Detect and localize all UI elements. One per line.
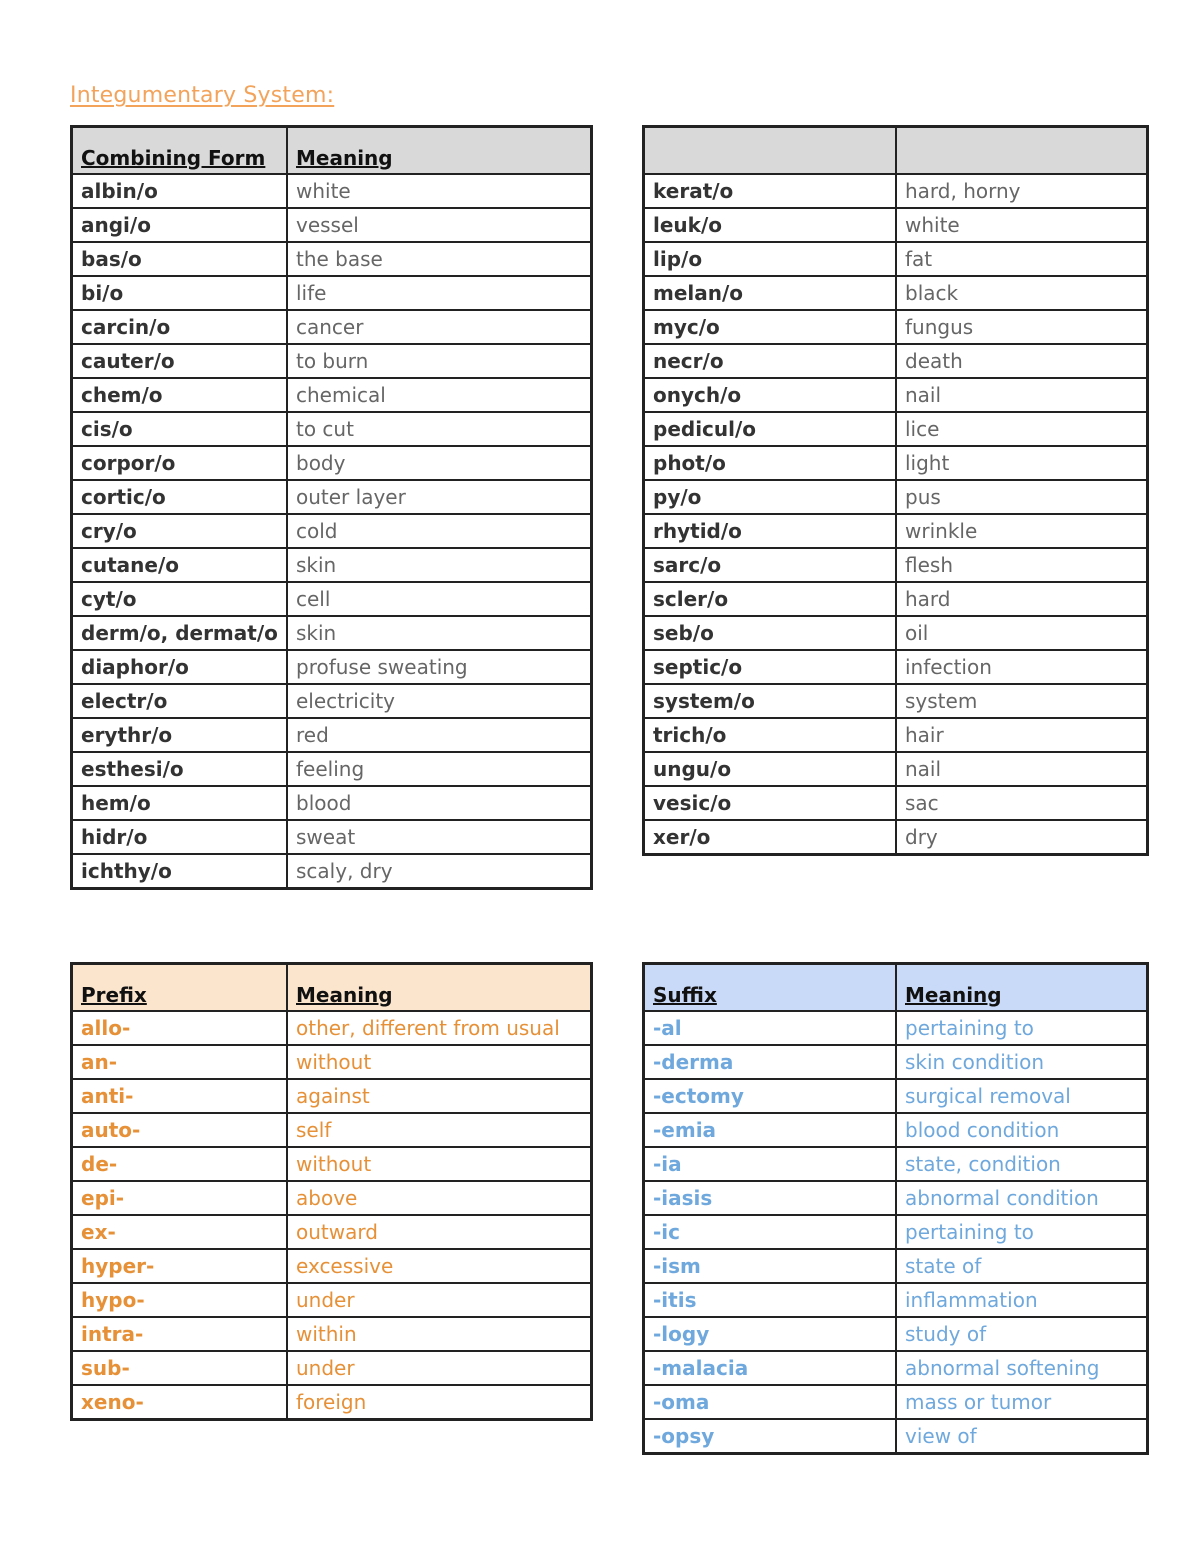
table-row: [72, 1011, 592, 1045]
table-row: [72, 854, 592, 889]
table-row: [644, 412, 1148, 446]
meaning-cell: cancer: [287, 310, 592, 344]
column-header-meaning: [896, 127, 1148, 175]
meaning-cell: abnormal condition: [896, 1181, 1148, 1215]
column-header-term: Prefix: [72, 964, 288, 1012]
meaning-cell: blood: [287, 786, 592, 820]
term-cell: seb/o: [644, 616, 897, 650]
table-row: [72, 174, 592, 208]
table-row: [644, 1079, 1148, 1113]
term-cell: electr/o: [72, 684, 288, 718]
table-row: [72, 718, 592, 752]
term-cell: onych/o: [644, 378, 897, 412]
meaning-cell: body: [287, 446, 592, 480]
term-cell: bi/o: [72, 276, 288, 310]
table-row: [644, 1181, 1148, 1215]
table-row: [644, 718, 1148, 752]
term-cell: vesic/o: [644, 786, 897, 820]
meaning-cell: wrinkle: [896, 514, 1148, 548]
meaning-cell: pus: [896, 480, 1148, 514]
prefix-table: [70, 962, 593, 1421]
term-cell: scler/o: [644, 582, 897, 616]
meaning-cell: to burn: [287, 344, 592, 378]
meaning-cell: lice: [896, 412, 1148, 446]
term-cell: -ia: [644, 1147, 897, 1181]
table-row: [644, 582, 1148, 616]
combining-forms-table-right: [642, 125, 1149, 856]
meaning-cell: dry: [896, 820, 1148, 855]
table-row: [644, 1011, 1148, 1045]
term-cell: -malacia: [644, 1351, 897, 1385]
column-header-meaning: Meaning: [287, 964, 592, 1012]
combining-forms-table-left: [70, 125, 593, 890]
table-row: [72, 616, 592, 650]
table-header-row: [644, 964, 1148, 1012]
term-cell: -iasis: [644, 1181, 897, 1215]
term-cell: xer/o: [644, 820, 897, 855]
table-row: [72, 548, 592, 582]
meaning-cell: state of: [896, 1249, 1148, 1283]
table-row: [644, 514, 1148, 548]
term-cell: auto-: [72, 1113, 288, 1147]
meaning-cell: red: [287, 718, 592, 752]
table-row: [644, 548, 1148, 582]
table-row: [644, 1045, 1148, 1079]
meaning-cell: without: [287, 1045, 592, 1079]
table-row: [644, 344, 1148, 378]
meaning-cell: infection: [896, 650, 1148, 684]
term-cell: rhytid/o: [644, 514, 897, 548]
table-row: [72, 1113, 592, 1147]
term-cell: ungu/o: [644, 752, 897, 786]
term-cell: xeno-: [72, 1385, 288, 1420]
term-cell: ichthy/o: [72, 854, 288, 889]
meaning-cell: pertaining to: [896, 1215, 1148, 1249]
table-row: [72, 1249, 592, 1283]
term-cell: py/o: [644, 480, 897, 514]
table-row: [644, 1419, 1148, 1454]
term-cell: melan/o: [644, 276, 897, 310]
term-cell: -ectomy: [644, 1079, 897, 1113]
term-cell: erythr/o: [72, 718, 288, 752]
term-cell: -itis: [644, 1283, 897, 1317]
meaning-cell: black: [896, 276, 1148, 310]
meaning-cell: other, different from usual: [287, 1011, 592, 1045]
table-row: [644, 616, 1148, 650]
table-row: [72, 1317, 592, 1351]
term-cell: -emia: [644, 1113, 897, 1147]
meaning-cell: system: [896, 684, 1148, 718]
table-row: [644, 446, 1148, 480]
term-cell: bas/o: [72, 242, 288, 276]
table-row: [644, 1147, 1148, 1181]
term-cell: chem/o: [72, 378, 288, 412]
term-cell: sarc/o: [644, 548, 897, 582]
table-row: [72, 514, 592, 548]
term-cell: cauter/o: [72, 344, 288, 378]
term-cell: diaphor/o: [72, 650, 288, 684]
page-title: Integumentary System:: [70, 83, 335, 108]
table-row: [72, 446, 592, 480]
meaning-cell: inflammation: [896, 1283, 1148, 1317]
column-header-meaning: Meaning: [896, 964, 1148, 1012]
table-row: [644, 378, 1148, 412]
meaning-cell: scaly, dry: [287, 854, 592, 889]
meaning-cell: within: [287, 1317, 592, 1351]
meaning-cell: hair: [896, 718, 1148, 752]
term-cell: derm/o, dermat/o: [72, 616, 288, 650]
table-row: [644, 174, 1148, 208]
table-row: [644, 242, 1148, 276]
term-cell: -ic: [644, 1215, 897, 1249]
table-row: [644, 1351, 1148, 1385]
table-row: [72, 310, 592, 344]
suffix-table: [642, 962, 1149, 1455]
term-cell: septic/o: [644, 650, 897, 684]
column-header-term: [644, 127, 897, 175]
term-cell: trich/o: [644, 718, 897, 752]
meaning-cell: against: [287, 1079, 592, 1113]
term-cell: corpor/o: [72, 446, 288, 480]
table-row: [644, 1249, 1148, 1283]
column-header-meaning: Meaning: [287, 127, 592, 175]
term-cell: hyper-: [72, 1249, 288, 1283]
table-row: [72, 344, 592, 378]
table-row: [644, 208, 1148, 242]
table-row: [72, 1215, 592, 1249]
meaning-cell: cold: [287, 514, 592, 548]
meaning-cell: sweat: [287, 820, 592, 854]
table-row: [72, 786, 592, 820]
term-cell: sub-: [72, 1351, 288, 1385]
table-row: [644, 480, 1148, 514]
term-cell: lip/o: [644, 242, 897, 276]
term-cell: -ism: [644, 1249, 897, 1283]
meaning-cell: outward: [287, 1215, 592, 1249]
term-cell: hem/o: [72, 786, 288, 820]
column-header-term: Combining Form: [72, 127, 288, 175]
term-cell: system/o: [644, 684, 897, 718]
table-row: [644, 1283, 1148, 1317]
term-cell: -opsy: [644, 1419, 897, 1454]
meaning-cell: foreign: [287, 1385, 592, 1420]
meaning-cell: nail: [896, 378, 1148, 412]
term-cell: intra-: [72, 1317, 288, 1351]
meaning-cell: the base: [287, 242, 592, 276]
table-row: [72, 820, 592, 854]
table-row: [72, 480, 592, 514]
meaning-cell: abnormal softening: [896, 1351, 1148, 1385]
term-cell: cortic/o: [72, 480, 288, 514]
term-cell: cis/o: [72, 412, 288, 446]
table-row: [644, 1317, 1148, 1351]
term-cell: anti-: [72, 1079, 288, 1113]
meaning-cell: without: [287, 1147, 592, 1181]
term-cell: -logy: [644, 1317, 897, 1351]
term-cell: leuk/o: [644, 208, 897, 242]
meaning-cell: feeling: [287, 752, 592, 786]
term-cell: cyt/o: [72, 582, 288, 616]
meaning-cell: above: [287, 1181, 592, 1215]
table-row: [644, 684, 1148, 718]
table-row: [72, 650, 592, 684]
term-cell: hypo-: [72, 1283, 288, 1317]
table-row: [72, 412, 592, 446]
table-header-row: [72, 964, 592, 1012]
term-cell: albin/o: [72, 174, 288, 208]
table-row: [72, 1283, 592, 1317]
table-row: [644, 1215, 1148, 1249]
meaning-cell: nail: [896, 752, 1148, 786]
meaning-cell: skin: [287, 548, 592, 582]
term-cell: carcin/o: [72, 310, 288, 344]
meaning-cell: outer layer: [287, 480, 592, 514]
term-cell: pedicul/o: [644, 412, 897, 446]
meaning-cell: white: [896, 208, 1148, 242]
term-cell: de-: [72, 1147, 288, 1181]
table-row: [644, 276, 1148, 310]
meaning-cell: study of: [896, 1317, 1148, 1351]
meaning-cell: excessive: [287, 1249, 592, 1283]
meaning-cell: oil: [896, 616, 1148, 650]
meaning-cell: white: [287, 174, 592, 208]
table-row: [72, 684, 592, 718]
meaning-cell: flesh: [896, 548, 1148, 582]
meaning-cell: cell: [287, 582, 592, 616]
meaning-cell: hard, horny: [896, 174, 1148, 208]
term-cell: -al: [644, 1011, 897, 1045]
meaning-cell: under: [287, 1283, 592, 1317]
term-cell: angi/o: [72, 208, 288, 242]
table-row: [644, 752, 1148, 786]
meaning-cell: view of: [896, 1419, 1148, 1454]
term-cell: esthesi/o: [72, 752, 288, 786]
term-cell: phot/o: [644, 446, 897, 480]
meaning-cell: surgical removal: [896, 1079, 1148, 1113]
meaning-cell: electricity: [287, 684, 592, 718]
table-row: [644, 1385, 1148, 1419]
meaning-cell: vessel: [287, 208, 592, 242]
term-cell: hidr/o: [72, 820, 288, 854]
meaning-cell: to cut: [287, 412, 592, 446]
meaning-cell: state, condition: [896, 1147, 1148, 1181]
term-cell: an-: [72, 1045, 288, 1079]
table-row: [72, 1045, 592, 1079]
table-row: [644, 310, 1148, 344]
meaning-cell: life: [287, 276, 592, 310]
table-header-row: [644, 127, 1148, 175]
term-cell: -derma: [644, 1045, 897, 1079]
meaning-cell: chemical: [287, 378, 592, 412]
table-row: [72, 276, 592, 310]
table-row: [644, 650, 1148, 684]
table-header-row: [72, 127, 592, 175]
table-row: [72, 1079, 592, 1113]
meaning-cell: hard: [896, 582, 1148, 616]
table-row: [72, 378, 592, 412]
table-row: [644, 820, 1148, 855]
table-row: [72, 582, 592, 616]
table-row: [72, 242, 592, 276]
meaning-cell: light: [896, 446, 1148, 480]
term-cell: myc/o: [644, 310, 897, 344]
meaning-cell: blood condition: [896, 1113, 1148, 1147]
table-row: [72, 208, 592, 242]
term-cell: -oma: [644, 1385, 897, 1419]
meaning-cell: pertaining to: [896, 1011, 1148, 1045]
meaning-cell: under: [287, 1351, 592, 1385]
meaning-cell: skin: [287, 616, 592, 650]
table-row: [644, 786, 1148, 820]
term-cell: ex-: [72, 1215, 288, 1249]
meaning-cell: mass or tumor: [896, 1385, 1148, 1419]
table-row: [644, 1113, 1148, 1147]
meaning-cell: self: [287, 1113, 592, 1147]
column-header-term: Suffix: [644, 964, 897, 1012]
meaning-cell: death: [896, 344, 1148, 378]
table-row: [72, 1385, 592, 1420]
term-cell: allo-: [72, 1011, 288, 1045]
term-cell: kerat/o: [644, 174, 897, 208]
table-row: [72, 1351, 592, 1385]
meaning-cell: fat: [896, 242, 1148, 276]
term-cell: epi-: [72, 1181, 288, 1215]
table-row: [72, 752, 592, 786]
meaning-cell: sac: [896, 786, 1148, 820]
meaning-cell: skin condition: [896, 1045, 1148, 1079]
term-cell: cry/o: [72, 514, 288, 548]
table-row: [72, 1147, 592, 1181]
table-row: [72, 1181, 592, 1215]
term-cell: cutane/o: [72, 548, 288, 582]
term-cell: necr/o: [644, 344, 897, 378]
meaning-cell: profuse sweating: [287, 650, 592, 684]
meaning-cell: fungus: [896, 310, 1148, 344]
